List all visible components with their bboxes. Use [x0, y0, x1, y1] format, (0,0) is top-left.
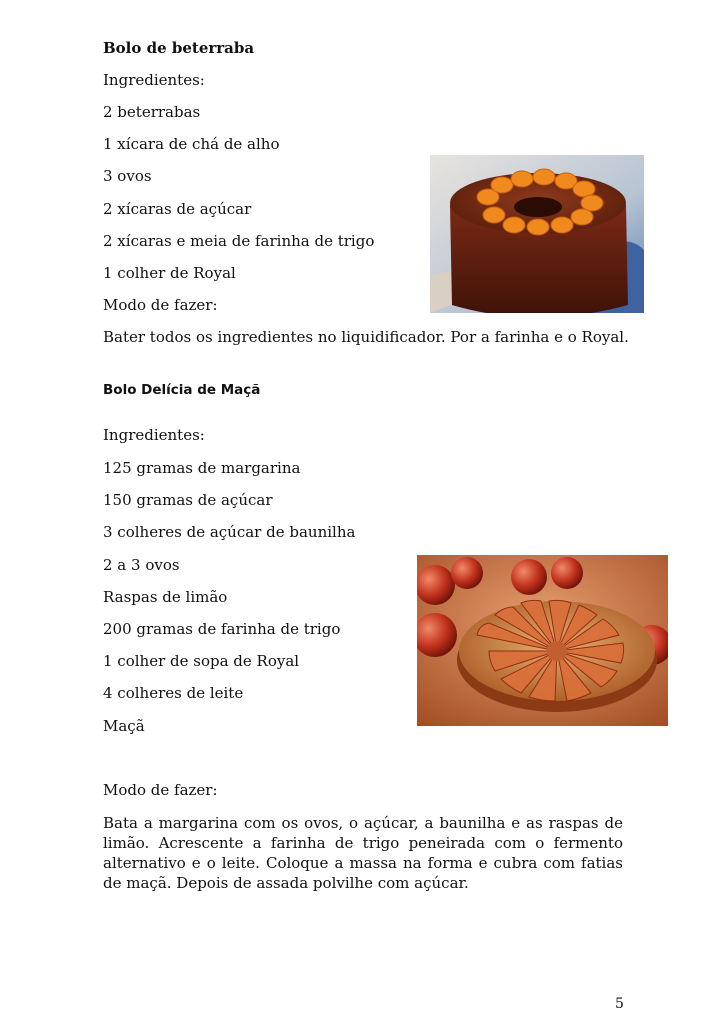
recipe2-title: Bolo Delícia de Maçã [103, 382, 261, 398]
recipe2-ingredient: Maçã [103, 717, 145, 735]
recipe2-method-heading: Modo de fazer: [103, 781, 218, 799]
beet-cake-photo [430, 155, 644, 313]
recipe1-ingredient: 1 xícara de chá de alho [103, 135, 280, 153]
recipe2-ingredient: 4 colheres de leite [103, 684, 244, 702]
recipe1-ingredient: 3 ovos [103, 167, 152, 185]
recipe1-title: Bolo de beterraba [103, 39, 255, 57]
recipe2-ingredient: 3 colheres de açúcar de baunilha [103, 523, 356, 541]
recipe2-ingredient: 125 gramas de margarina [103, 459, 301, 477]
recipe1-method-heading: Modo de fazer: [103, 296, 218, 314]
page-number: 5 [615, 996, 624, 1012]
apple-tart-photo [417, 555, 668, 726]
recipe2-ingredient: 150 gramas de açúcar [103, 491, 273, 509]
recipe1-ingredient: 2 xícaras de açúcar [103, 200, 252, 218]
recipe2-ingredient: 1 colher de sopa de Royal [103, 652, 300, 670]
recipe1-ingredient: 2 beterrabas [103, 103, 201, 121]
recipe2-ingredient: 2 a 3 ovos [103, 556, 180, 574]
recipe1-ingredient: 2 xícaras e meia de farinha de trigo [103, 232, 375, 250]
recipe1-ingredients-heading: Ingredientes: [103, 71, 205, 89]
recipe1-ingredient: 1 colher de Royal [103, 264, 236, 282]
recipe2-method: Bata a margarina com os ovos, o açúcar, a baunilha e as raspas de limão. Acrescente a farinha de trigo peneirada com o fermento alternativo e o leite. Coloque a massa na forma e cubra com fatias de maçã. Depois de assada polvilhe com açúcar. [103, 814, 623, 892]
recipe1-method: Bater todos os ingredientes no liquidificador. Por a farinha e o Royal. [103, 328, 629, 346]
recipe2-ingredient: 200 gramas de farinha de trigo [103, 620, 341, 638]
recipe2-ingredient: Raspas de limão [103, 588, 228, 606]
recipe2-ingredients-heading: Ingredientes: [103, 426, 205, 444]
